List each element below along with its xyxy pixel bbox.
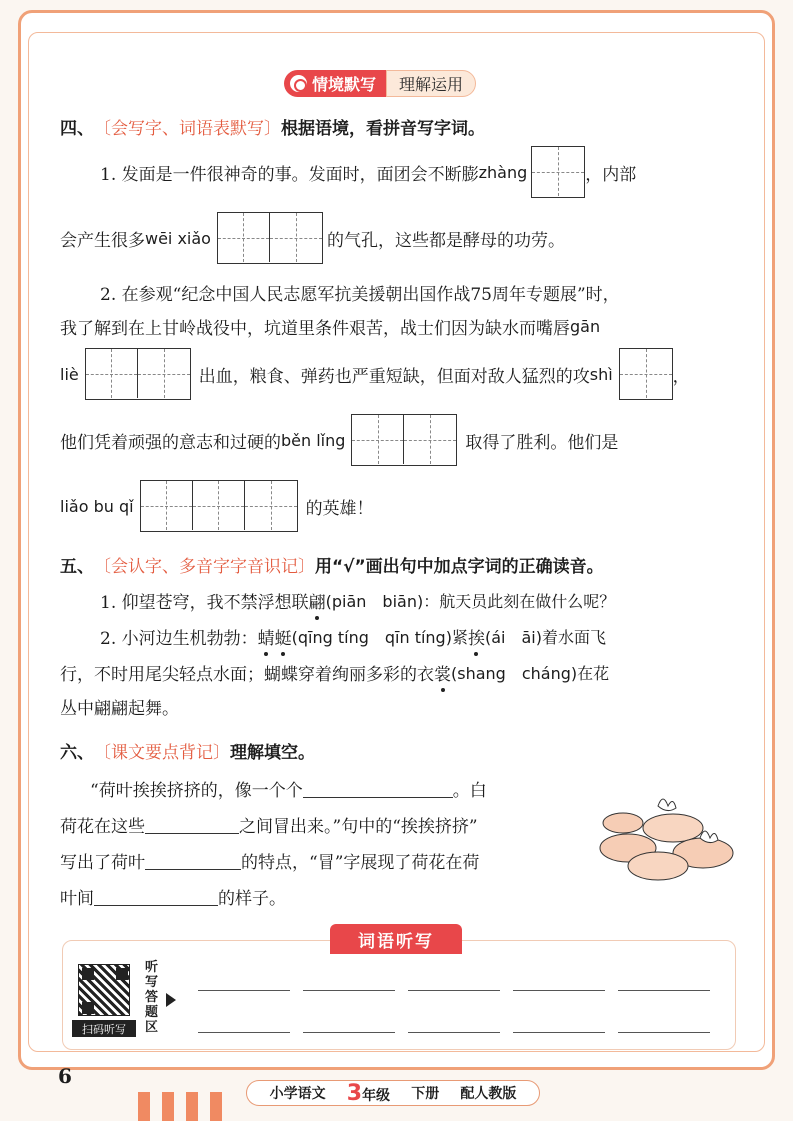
pinyin: shì [589,364,613,384]
s6-text: 写出了荷叶 [60,853,145,873]
answer-area-char: 区 [145,1020,159,1035]
scan-label: 扫码听写 [72,1020,136,1037]
pinyin: běn lǐng [281,430,346,450]
s6-line-2 [60,812,478,837]
footer-label [246,1080,540,1106]
section-6-tag: 〔课文要点背记〕 [94,743,230,763]
section-6-number: 六、 [60,743,94,763]
dictation-line[interactable] [618,990,710,991]
s5-options[interactable]: (qīng tíng qīn tíng)紧 [291,628,468,647]
pinyin: zhàng [478,162,528,182]
answer-grid-3[interactable] [85,348,191,400]
section-4-heading [60,114,485,139]
answer-grid-1[interactable] [531,146,585,198]
section-5-title: 用“√”画出句中加点字词的正确读音。 [315,557,604,577]
badge-left [284,70,386,97]
section-badge [284,70,476,97]
dotted-char: 翩 [309,588,326,613]
s6-text: “荷叶挨挨挤挤的，像一个个 [90,781,303,801]
s4-text: 1. 发面是一件很神奇的事。发面时，面团会不断膨 [100,164,479,185]
s4-text: 2. 在参观“纪念中国人民志愿军抗美援朝出国作战75周年专题展”时， [100,285,620,305]
s6-text: 之间冒出来。”句中的“挨挨挤挤” [239,817,478,837]
s4-line-2 [60,212,565,264]
dictation-line[interactable] [408,990,500,991]
arrow-right-icon [166,993,176,1007]
s6-text: 叶间 [60,889,94,909]
dotted-char: 裳 [434,660,451,685]
dotted-char: 蜓 [275,624,292,649]
badge-right-label: 理解运用 [386,70,476,97]
dictation-line[interactable] [513,990,605,991]
answer-area-label [145,960,165,1035]
dictation-line[interactable] [303,990,395,991]
s6-text: 。白 [452,781,487,801]
footer-grade: 年级 [362,1087,391,1104]
section-4-tag: 〔会写字、词语表默写〕 [94,119,281,139]
s5-options[interactable]: (piān biān)：航天员此刻在做什么呢？ [325,592,616,611]
badge-left-label: 情境默写 [312,75,377,94]
dictation-title: 词语听写 [330,924,462,954]
pinyin: wēi xiǎo [145,228,211,248]
answer-grid-2[interactable] [217,212,323,264]
s4-text: ， [672,366,690,387]
lotus-illustration [598,778,738,888]
s5-line-3 [60,660,609,685]
s4-line-7 [60,480,374,532]
section-5-heading [60,552,604,577]
s5-line-1 [100,588,615,613]
s4-line-4 [60,314,600,339]
s4-line-1 [100,146,636,198]
answer-grid-5[interactable] [351,414,457,466]
decorative-stripes [138,1092,228,1121]
s5-text: 丛中翩翩起舞。 [60,699,179,719]
s4-text: 他们凭着顽强的意志和过硬的 [60,432,281,453]
fill-blank-3[interactable] [145,852,241,870]
fill-blank-4[interactable] [94,888,218,906]
dictation-line[interactable] [513,1032,605,1033]
dotted-char: 挨 [468,624,485,649]
dictation-line[interactable] [303,1032,395,1033]
answer-grid-4[interactable] [619,348,673,400]
footer-term: 下册 [411,1086,440,1102]
section-4-title: 根据语境，看拼音写字词。 [281,119,485,139]
dictation-line[interactable] [408,1032,500,1033]
section-5-number: 五、 [60,557,94,577]
s4-text: 出血，粮食、弹药也严重短缺，但面对敌人猛烈的攻 [198,366,590,387]
section-6-heading [60,738,315,763]
dictation-line[interactable] [198,990,290,991]
footer-grade-number: 3 [346,1080,363,1106]
fill-blank-1[interactable] [303,780,453,798]
footer-edition: 配人教版 [460,1086,517,1102]
s5-options[interactable]: (ái āi)着水面飞 [484,628,606,647]
s4-text: ，内部 [585,164,637,185]
s6-text: 的特点，“冒”字展现了荷花在荷 [241,853,480,873]
s6-text: 荷花在这些 [60,817,145,837]
s4-line-6 [60,414,618,466]
dictation-line[interactable] [618,1032,710,1033]
s5-text: 2. 小河边生机勃勃： [100,629,258,649]
section-4-number: 四、 [60,119,94,139]
s5-text: 行，不时用尾尖轻点水面；蝴蝶穿着绚丽多彩的衣 [60,665,434,685]
answer-area-char: 听 [145,960,159,975]
s5-line-4 [60,694,179,719]
s5-line-2 [100,624,606,649]
dotted-char: 蜻 [258,624,275,649]
s4-text: 的英雄！ [305,498,374,519]
dictation-line[interactable] [198,1032,290,1033]
section-5-tag: 〔会认字、多音字字音识记〕 [94,557,315,577]
fill-blank-2[interactable] [145,816,239,834]
answer-area-char: 题 [145,1005,159,1020]
s5-options[interactable]: (shang cháng)在花 [451,664,610,683]
pinyin: liè [60,364,79,384]
s4-text: 的气孔，这些都是酵母的功劳。 [326,230,565,251]
answer-area-char: 写 [145,975,159,990]
answer-area-char: 答 [145,990,159,1005]
s4-line-5 [60,348,690,400]
s6-line-3 [60,848,479,873]
qr-code-icon[interactable] [78,964,130,1016]
pinyin: liǎo bu qǐ [60,496,134,516]
pinyin: gān [570,317,601,336]
target-icon [290,75,307,92]
s6-line-4 [60,884,286,909]
s5-text: 1. 仰望苍穹，我不禁浮想联 [100,593,309,613]
s6-text: 的样子。 [218,889,286,909]
section-6-title: 理解填空。 [230,743,315,763]
page-number: 6 [58,1064,72,1088]
s6-line-1 [90,776,487,801]
s4-text: 我了解到在上甘岭战役中，坑道里条件艰苦，战士们因为缺水而嘴唇 [60,319,570,339]
s4-text: 会产生很多 [60,230,145,251]
s4-line-3 [100,280,620,305]
s4-text: 取得了胜利。他们是 [465,432,619,453]
answer-grid-6[interactable] [140,480,298,532]
footer-subject: 小学语文 [269,1086,326,1102]
